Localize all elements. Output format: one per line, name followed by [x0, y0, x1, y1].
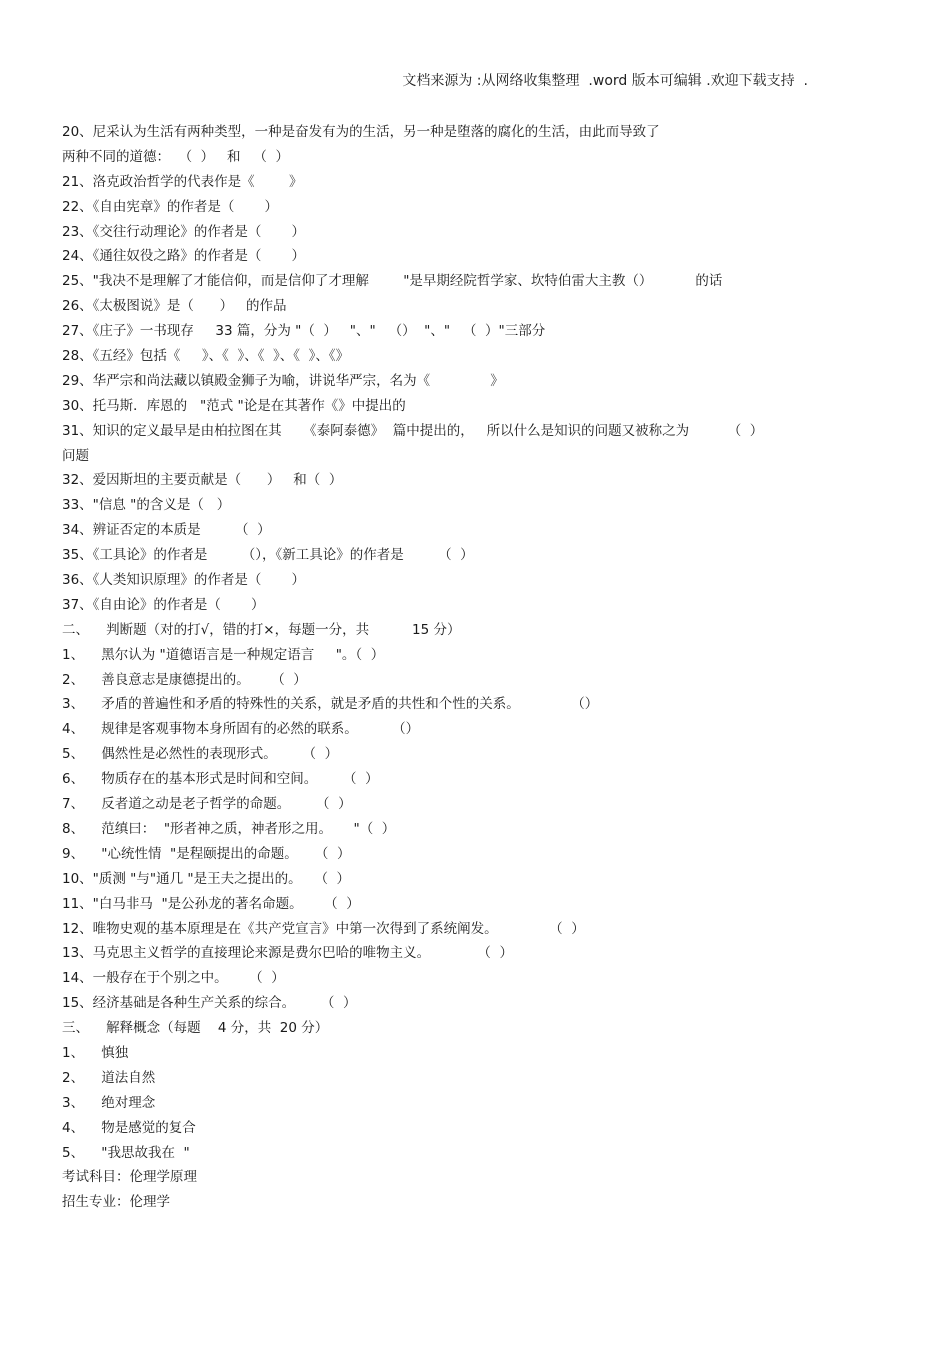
- question-20-line-1: 20、尼采认为生活有两种类型，一种是奋发有为的生活，另一种是堕落的腐化的生活，由此而导致了: [62, 124, 660, 140]
- judgement-11: 11、"白马非马 "是公孙龙的著名命题。 （ ）: [62, 895, 360, 912]
- judgement-14: 14、一般存在于个别之中。 （ ）: [62, 970, 285, 987]
- question-21: 21、洛克政治哲学的代表作是《 》: [62, 173, 303, 190]
- concept-3: 3、 绝对理念: [62, 1094, 156, 1111]
- judgement-9: 9、 "心统性情 "是程颐提出的命题。 （ ）: [62, 845, 351, 862]
- question-27: 27、《庄子》一书现存 33 篇，分为 "（ ） "、" （） "、" （ ）"三部分: [62, 323, 546, 340]
- question-31-line-1: 31、知识的定义最早是由柏拉图在其 《泰阿泰德》 篇中提出的， 所以什么是知识的问题又被称之为 （ ）: [62, 422, 764, 439]
- question-28: 28、《五经》包括《 》、《 》、《 》、《 》、《》: [62, 348, 350, 365]
- section-2-heading: 二、 判断题（对的打√，错的打×，每题一分，共 15 分）: [62, 621, 461, 638]
- question-34: 34、辨证否定的本质是 （ ）: [62, 522, 271, 539]
- question-31-line-2: 问题: [62, 447, 89, 464]
- question-24: 24、《通往奴役之路》的作者是（ ）: [62, 248, 305, 265]
- judgement-12: 12、唯物史观的基本原理是在《共产党宣言》中第一次得到了系统阐发。 （ ）: [62, 920, 585, 937]
- judgement-10: 10、"质测 "与"通几 "是王夫之提出的。 （ ）: [62, 870, 351, 887]
- document-body: [62, 120, 822, 1215]
- judgement-13: 13、马克思主义哲学的直接理论来源是费尔巴哈的唯物主义。 （ ）: [62, 945, 513, 962]
- question-33: 33、"信息 "的含义是（ ）: [62, 497, 231, 514]
- question-35: 35、《工具论》的作者是 （），《新工具论》的作者是 （ ）: [62, 547, 474, 564]
- concept-1: 1、 慎独: [62, 1044, 129, 1061]
- question-36: 36、《人类知识原理》的作者是（ ）: [62, 572, 305, 589]
- question-30: 30、托马斯．库恩的 "范式 "论是在其著作《》中提出的: [62, 397, 406, 414]
- concept-4: 4、 物是感觉的复合: [62, 1119, 196, 1136]
- exam-subject: 考试科目：伦理学原理: [62, 1169, 197, 1186]
- judgement-2: 2、 善良意志是康德提出的。 （ ）: [62, 671, 307, 688]
- section-3-heading: 三、 解释概念（每题 4 分，共 20 分）: [62, 1020, 329, 1037]
- judgement-5: 5、 偶然性是必然性的表现形式。 （ ）: [62, 746, 339, 763]
- judgement-15: 15、经济基础是各种生产关系的综合。 （ ）: [62, 995, 357, 1012]
- concept-5: 5、 "我思故我在 ": [62, 1144, 190, 1161]
- question-29: 29、华严宗和尚法藏以镇殿金狮子为喻，讲说华严宗，名为《 》: [62, 372, 504, 389]
- question-25: 25、"我决不是理解了才能信仰，而是信仰了才理解 "是早期经院哲学家、坎特伯雷大主教（） 的话: [62, 273, 723, 290]
- judgement-4: 4、 规律是客观事物本身所固有的必然的联系。 （）: [62, 721, 420, 738]
- enrollment-major: 招生专业：伦理学: [62, 1194, 170, 1211]
- question-20-line-2: 两种不同的道德： （ ） 和 （ ）: [62, 148, 289, 165]
- judgement-1: 1、 黑尔认为 "道德语言是一种规定语言 "。（ ）: [62, 646, 385, 663]
- judgement-7: 7、 反者道之动是老子哲学的命题。 （ ）: [62, 796, 352, 813]
- question-26: 26、《太极图说》是（ ） 的作品: [62, 298, 287, 315]
- judgement-6: 6、 物质存在的基本形式是时间和空间。 （ ）: [62, 771, 379, 788]
- question-37: 37、《自由论》的作者是（ ）: [62, 596, 265, 613]
- page-header-source-note: 文档来源为 :从网络收集整理 .word 版本可编辑 .欢迎下载支持 .: [402, 73, 808, 89]
- judgement-8: 8、 范缜曰： "形者神之质，神者形之用。 "（ ）: [62, 820, 396, 837]
- question-32: 32、爱因斯坦的主要贡献是（ ） 和（ ）: [62, 472, 343, 489]
- concept-2: 2、 道法自然: [62, 1069, 156, 1086]
- question-23: 23、《交往行动理论》的作者是（ ）: [62, 223, 305, 240]
- question-22: 22、《自由宪章》的作者是（ ）: [62, 198, 278, 215]
- judgement-3: 3、 矛盾的普遍性和矛盾的特殊性的关系，就是矛盾的共性和个性的关系。 （）: [62, 696, 599, 713]
